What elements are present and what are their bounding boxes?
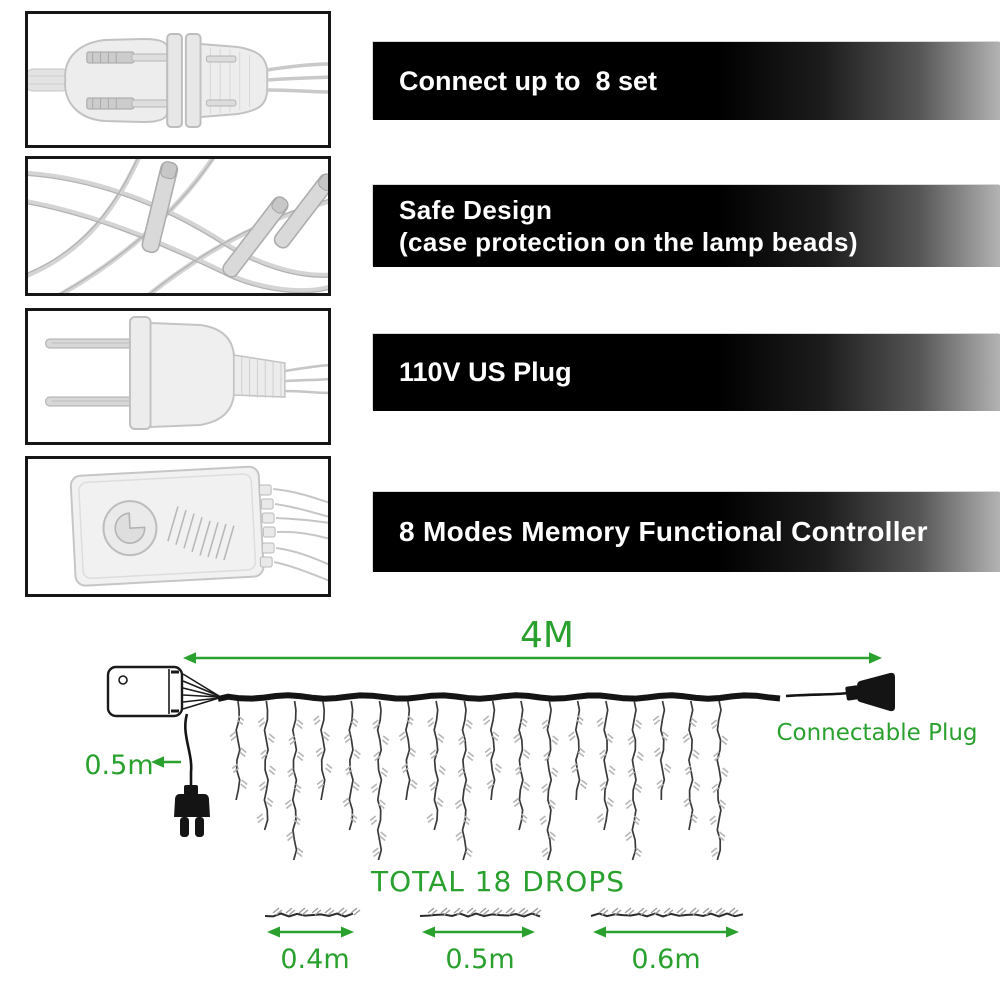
controller-box: [108, 667, 182, 716]
power-plug: [174, 785, 210, 837]
arrowhead-right: [869, 652, 882, 663]
bead-mark: [693, 750, 700, 759]
bead-mark: [437, 798, 444, 807]
bead-mark: [597, 718, 604, 727]
bead-mark: [654, 748, 661, 757]
bead-mark: [542, 848, 549, 857]
lead-arrow: [151, 756, 181, 767]
span-label: 4M: [520, 615, 574, 656]
main-wire: [218, 695, 780, 699]
bead-mark: [297, 848, 304, 857]
bead-mark: [683, 734, 690, 743]
us-plug-art: [28, 311, 328, 442]
arrowhead-left: [183, 652, 196, 663]
bead-mark: [297, 720, 304, 729]
bead-mark: [597, 814, 604, 823]
bead-mark: [380, 832, 387, 841]
bead-mark: [480, 908, 489, 915]
bead-mark: [316, 748, 323, 757]
bead-mark: [381, 768, 388, 777]
bead-mark: [677, 908, 686, 915]
bead-mark: [323, 732, 330, 741]
bead-mark: [438, 734, 445, 743]
connector-pair-art: [28, 14, 328, 145]
light-drop: [604, 701, 608, 830]
bead-mark: [259, 782, 266, 791]
bead-mark: [628, 736, 635, 745]
bead-mark: [495, 764, 502, 773]
banner-text: Connect up to 8 set: [399, 65, 658, 96]
bead-mark: [466, 720, 473, 729]
bead-mark: [241, 780, 248, 789]
bead-mark: [266, 798, 273, 807]
bead-mark: [523, 782, 530, 791]
bead-mark: [710, 816, 717, 825]
lead-cable: [185, 714, 191, 787]
cord-sleeve: [234, 355, 285, 398]
bead-mark: [354, 750, 361, 759]
bead-mark: [485, 748, 492, 757]
bead-mark: [456, 832, 463, 841]
arrowhead-left: [267, 927, 280, 938]
bead-mark: [637, 752, 644, 761]
light-drop: [406, 701, 410, 800]
bead-mark: [609, 766, 616, 775]
bead-mark: [711, 848, 718, 857]
bead-mark: [467, 752, 474, 761]
bead-mark: [569, 732, 576, 741]
plug-prongs: [46, 339, 136, 406]
light-drop: [519, 701, 523, 830]
bead-mark: [439, 766, 446, 775]
bead-mark: [230, 732, 237, 741]
bead-mark: [373, 848, 380, 857]
plug-flange: [130, 317, 151, 429]
bead-mark: [625, 908, 634, 915]
fan-wires: [183, 674, 219, 709]
light-drop: [434, 701, 438, 830]
connectable-plug: [845, 673, 895, 711]
bead-mark: [326, 764, 333, 773]
lamp-bead-string-photo: [25, 156, 331, 296]
bead-mark: [465, 784, 472, 793]
bead-mark: [721, 736, 728, 745]
cord-wire: [285, 365, 328, 393]
bead-mark: [523, 750, 530, 759]
sample-label-2: 0.5m: [445, 944, 515, 975]
plug-body: [151, 323, 234, 427]
bead-mark: [711, 720, 718, 729]
bead-mark: [427, 814, 434, 823]
bead-mark: [635, 720, 642, 729]
connectable-plugs-photo: [25, 11, 331, 148]
banner-text: Safe Design: [399, 195, 553, 225]
bead-mark: [626, 800, 633, 809]
bead-mark: [285, 800, 292, 809]
feature-banner-connect: [373, 42, 1000, 120]
bead-mark: [483, 716, 490, 725]
lamp-bead-cases: [141, 160, 328, 279]
bead-mark: [287, 832, 294, 841]
bead-mark: [552, 768, 559, 777]
arrowhead-right: [341, 927, 354, 938]
arrowhead-right: [726, 927, 739, 938]
bead-mark: [428, 718, 435, 727]
light-drop: [293, 701, 297, 860]
arrowhead-left: [422, 927, 435, 938]
bead-mark: [353, 782, 360, 791]
connectable-plug-label: Connectable Plug: [776, 720, 978, 746]
bead-mark: [722, 768, 729, 777]
bead-mark: [371, 784, 378, 793]
bead-mark: [297, 752, 304, 761]
right-wire: [267, 64, 328, 92]
light-drop: [463, 701, 467, 860]
banner-text: 110V US Plug: [399, 357, 572, 387]
bead-mark: [343, 798, 350, 807]
controller-art: [28, 459, 328, 594]
us-plug-photo: [25, 308, 331, 445]
bead-mark: [635, 784, 642, 793]
bead-mark: [607, 798, 614, 807]
bead-mark: [664, 764, 671, 773]
bead-mark: [411, 780, 418, 789]
plug-wire: [786, 693, 848, 696]
bead-mark: [314, 716, 321, 725]
bead-mark: [268, 734, 275, 743]
bead-mark: [370, 816, 377, 825]
bead-mark: [382, 736, 389, 745]
bead-mark: [519, 908, 528, 915]
dimension-diagram: [0, 600, 1000, 1000]
bead-mark: [540, 816, 547, 825]
total-drops-label: TOTAL 18 DROPS: [371, 865, 625, 898]
bead-mark: [653, 716, 660, 725]
arrowhead-left: [593, 927, 606, 938]
lead-label: 0.5m: [84, 750, 154, 781]
bead-mark: [455, 800, 462, 809]
controller-box: [70, 466, 264, 586]
bead-mark: [399, 732, 406, 741]
bead-mark: [269, 766, 276, 775]
feature-banner-safe-design: [373, 185, 1000, 267]
bead-mark: [581, 780, 588, 789]
feature-banner-controller: [373, 492, 1000, 572]
bead-mark: [240, 748, 247, 757]
mode-controller-photo: [25, 456, 331, 597]
bead-mark: [552, 736, 559, 745]
output-wires: [273, 489, 328, 581]
bead-mark: [625, 832, 632, 841]
twisted-wire-art: [28, 159, 328, 293]
light-drop: [576, 701, 580, 800]
bead-mark: [694, 782, 701, 791]
mating-flanges: [167, 34, 200, 127]
light-drop: [689, 701, 693, 830]
banner-text: 8 Modes Memory Functional Controller: [399, 516, 928, 547]
light-drop: [264, 701, 268, 830]
left-wire: [28, 69, 69, 91]
arrowhead-right: [522, 927, 535, 938]
bead-mark: [257, 814, 264, 823]
left-plug-body: [65, 39, 167, 122]
right-plug-body: [201, 44, 268, 117]
bead-mark: [514, 734, 521, 743]
banner-text: (case protection on the lamp beads): [399, 227, 858, 257]
bead-mark: [542, 784, 549, 793]
sample-label-3: 0.6m: [631, 944, 701, 975]
bead-mark: [258, 718, 265, 727]
sample-label-1: 0.4m: [280, 944, 350, 975]
feature-banner-plug: [373, 334, 1000, 411]
light-drop: [349, 701, 353, 830]
